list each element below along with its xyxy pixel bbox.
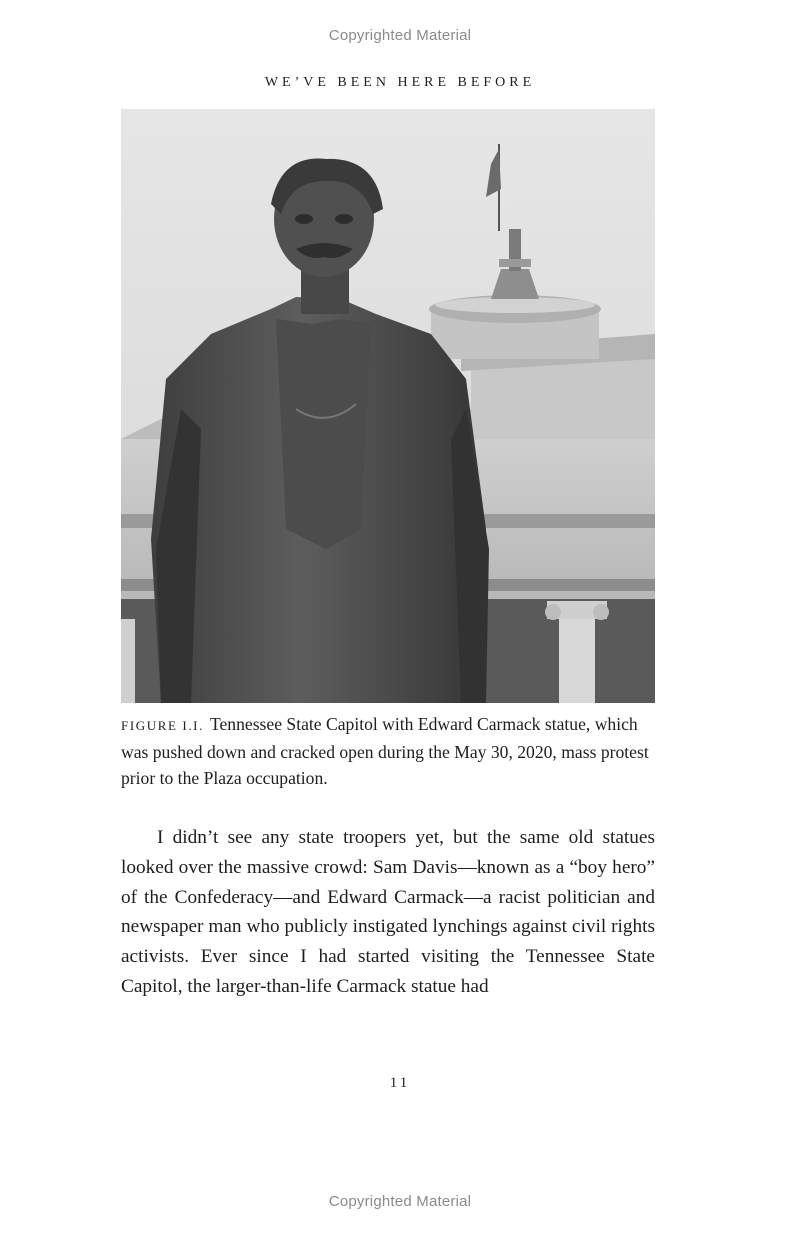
copyright-watermark-top: Copyrighted Material [328,27,472,44]
figure-photo [121,109,655,703]
figure-caption [121,711,655,791]
page-number: 11 [389,1075,411,1091]
running-head: WE’VE BEEN HERE BEFORE [264,75,536,90]
copyright-watermark-bottom: Copyrighted Material [328,1193,472,1210]
figure-caption-text: Tennessee State Capitol with Edward Carmack statue, which was pushed down and cracked open during the May 30, 2020, mass protest prior to the Plaza occupation. [121,714,649,788]
figure-label: FIGURE I.I. [121,718,204,733]
body-paragraph: I didn’t see any state troopers yet, but the same old statues looked over the massive crowd: Sam Davis—known as a “boy hero” of the Confederacy—and Edward Carmack—a racist politician and newspaper man who publicly instigated lynchings against civil rights activists. Ever since I had started visiting the Tennessee State Capitol, the larger-than-life Carmack statue had [121,827,655,997]
